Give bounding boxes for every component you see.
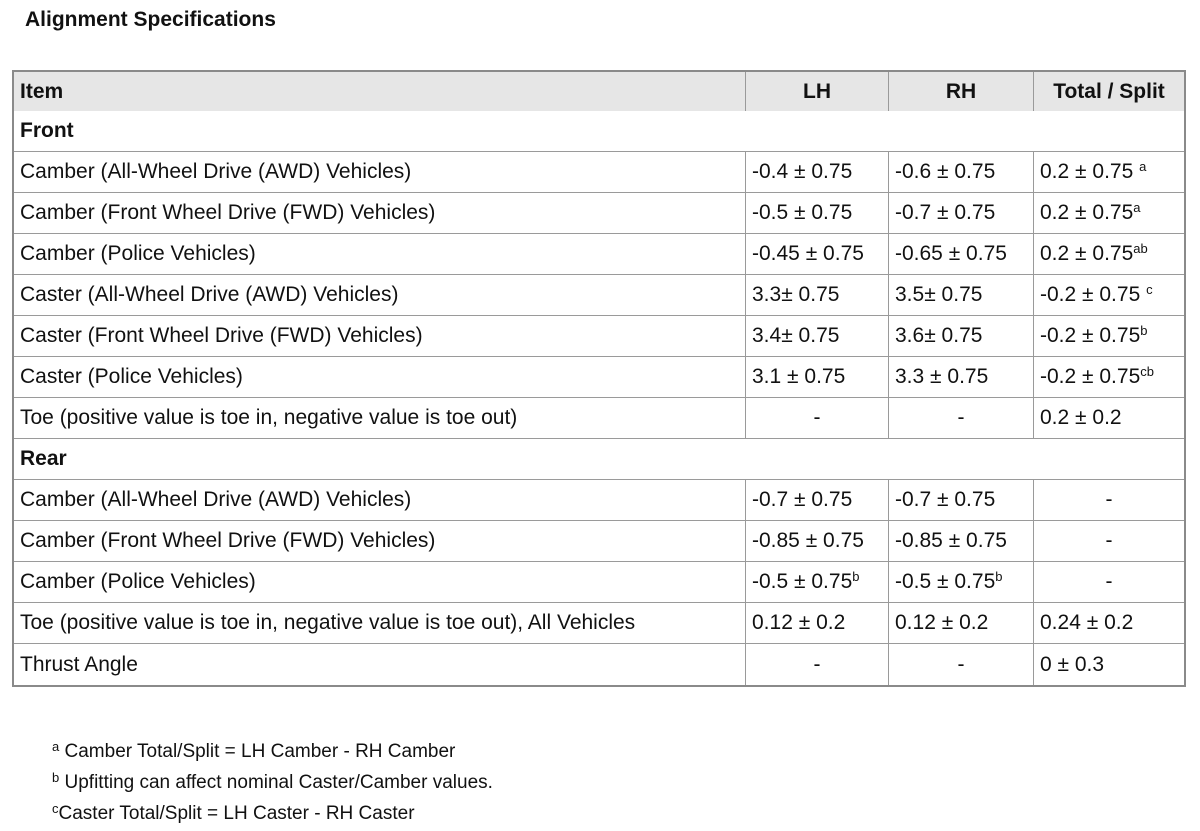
- item-cell: Camber (Police Vehicles): [14, 562, 746, 603]
- total-split-cell: [1034, 275, 1184, 316]
- rh-cell: [889, 644, 1034, 685]
- lh-cell-value: -0.5 ± 0.75: [752, 201, 853, 224]
- lh-cell-value: 3.1 ± 0.75: [752, 365, 846, 388]
- table-row: [14, 398, 1184, 439]
- table-body: [14, 111, 1184, 685]
- table-row: [14, 275, 1184, 316]
- lh-cell: [746, 480, 889, 521]
- header-rh: RH: [889, 72, 1034, 111]
- lh-cell-value: -0.85 ± 0.75: [752, 529, 864, 552]
- footnote-ref: b: [852, 569, 860, 584]
- rh-cell-value: -0.6 ± 0.75: [895, 160, 996, 183]
- header-total-split: Total / Split: [1034, 72, 1184, 111]
- total-split-cell: [1034, 480, 1184, 521]
- footnote-mark: c: [52, 801, 59, 816]
- rh-cell-value: 3.6± 0.75: [895, 324, 983, 347]
- header-lh: LH: [746, 72, 889, 111]
- total-split-cell-value: 0.2 ± 0.2: [1040, 406, 1122, 429]
- total-split-cell-value: 0.2 ± 0.75: [1040, 201, 1134, 224]
- lh-cell: [746, 152, 889, 193]
- total-split-cell: [1034, 152, 1184, 193]
- rh-cell-value: -0.5 ± 0.75: [895, 570, 996, 593]
- total-split-cell: [1034, 521, 1184, 562]
- lh-cell-value: 3.4± 0.75: [752, 324, 840, 347]
- lh-cell-value: -0.45 ± 0.75: [752, 242, 864, 265]
- total-split-cell-value: -0.2 ± 0.75: [1040, 365, 1141, 388]
- lh-cell: [746, 234, 889, 275]
- rh-cell: [889, 398, 1034, 439]
- rh-cell-value: 3.3 ± 0.75: [895, 365, 989, 388]
- rh-cell-value: -0.65 ± 0.75: [895, 242, 1007, 265]
- table-row: [14, 644, 1184, 685]
- footnote-ref: ab: [1133, 241, 1148, 256]
- footnote-c: [52, 798, 493, 829]
- rh-cell: [889, 480, 1034, 521]
- lh-cell-value: 3.3± 0.75: [752, 283, 840, 306]
- table-row: [14, 357, 1184, 398]
- rh-cell: [889, 521, 1034, 562]
- rh-cell-value: -: [957, 652, 965, 676]
- total-split-cell-value: 0 ± 0.3: [1040, 652, 1105, 676]
- item-cell: Camber (All-Wheel Drive (AWD) Vehicles): [14, 152, 746, 193]
- lh-cell: [746, 521, 889, 562]
- total-split-cell: [1034, 603, 1184, 644]
- total-split-cell-value: 0.24 ± 0.2: [1040, 611, 1134, 634]
- footnote-mark: b: [52, 770, 60, 785]
- total-split-cell-value: -: [1105, 488, 1113, 511]
- section-label: Front: [14, 111, 1184, 152]
- item-cell: Toe (positive value is toe in, negative value is toe out): [14, 398, 746, 439]
- rh-cell: [889, 562, 1034, 603]
- total-split-cell-value: -0.2 ± 0.75: [1040, 283, 1147, 306]
- rh-cell: [889, 193, 1034, 234]
- footnote-text: Upfitting can affect nominal Caster/Camber values.: [59, 772, 493, 793]
- rh-cell: [889, 234, 1034, 275]
- lh-cell: [746, 644, 889, 685]
- item-cell: Caster (Front Wheel Drive (FWD) Vehicles): [14, 316, 746, 357]
- item-cell: Camber (Police Vehicles): [14, 234, 746, 275]
- table-row: [14, 193, 1184, 234]
- total-split-cell: [1034, 234, 1184, 275]
- item-cell: Camber (Front Wheel Drive (FWD) Vehicles): [14, 193, 746, 234]
- item-cell: Caster (Police Vehicles): [14, 357, 746, 398]
- lh-cell: [746, 603, 889, 644]
- rh-cell-value: -0.7 ± 0.75: [895, 201, 996, 224]
- rh-cell: [889, 152, 1034, 193]
- table-header-row: [14, 72, 1184, 111]
- lh-cell-value: 0.12 ± 0.2: [752, 611, 846, 634]
- footnote-ref: a: [1133, 200, 1141, 215]
- total-split-cell: [1034, 644, 1184, 685]
- item-cell: Toe (positive value is toe in, negative value is toe out), All Vehicles: [14, 603, 746, 644]
- footnote-a: [52, 736, 493, 767]
- table-row: [14, 562, 1184, 603]
- header-item: Item: [14, 72, 746, 111]
- total-split-cell: [1034, 357, 1184, 398]
- footnote-b: [52, 767, 493, 798]
- total-split-cell-value: 0.2 ± 0.75: [1040, 242, 1134, 265]
- total-split-cell: [1034, 193, 1184, 234]
- footnote-text: Camber Total/Split = LH Camber - RH Camber: [59, 741, 456, 762]
- total-split-cell-value: -: [1105, 529, 1113, 552]
- item-cell: Thrust Angle: [14, 644, 746, 685]
- table-row: [14, 521, 1184, 562]
- footnotes: [52, 736, 493, 829]
- table-row: [14, 234, 1184, 275]
- rh-cell: [889, 603, 1034, 644]
- section-row-rear: [14, 439, 1184, 480]
- footnote-ref: a: [1139, 159, 1147, 174]
- section-row-front: [14, 111, 1184, 152]
- rh-cell: [889, 357, 1034, 398]
- section-label: Rear: [14, 439, 1184, 480]
- total-split-cell: [1034, 316, 1184, 357]
- table-row: [14, 603, 1184, 644]
- rh-cell-value: 0.12 ± 0.2: [895, 611, 989, 634]
- rh-cell: [889, 275, 1034, 316]
- lh-cell: [746, 316, 889, 357]
- lh-cell-value: -0.5 ± 0.75: [752, 570, 853, 593]
- rh-cell-value: -: [957, 406, 965, 429]
- rh-cell: [889, 316, 1034, 357]
- table-row: [14, 480, 1184, 521]
- lh-cell: [746, 562, 889, 603]
- table-row: [14, 316, 1184, 357]
- footnote-ref: b: [1140, 323, 1148, 338]
- rh-cell-value: 3.5± 0.75: [895, 283, 983, 306]
- lh-cell-value: -: [813, 406, 821, 429]
- table-row: [14, 152, 1184, 193]
- footnote-ref: cb: [1140, 364, 1154, 379]
- total-split-cell-value: -0.2 ± 0.75: [1040, 324, 1141, 347]
- lh-cell: [746, 193, 889, 234]
- footnote-ref: b: [995, 569, 1003, 584]
- footnote-mark: a: [52, 739, 60, 754]
- lh-cell-value: -: [813, 652, 821, 676]
- lh-cell-value: -0.4 ± 0.75: [752, 160, 853, 183]
- footnote-ref: c: [1146, 282, 1153, 297]
- item-cell: Camber (All-Wheel Drive (AWD) Vehicles): [14, 480, 746, 521]
- item-cell: Camber (Front Wheel Drive (FWD) Vehicles): [14, 521, 746, 562]
- total-split-cell-value: 0.2 ± 0.75: [1040, 160, 1140, 183]
- rh-cell-value: -0.85 ± 0.75: [895, 529, 1007, 552]
- total-split-cell: [1034, 398, 1184, 439]
- page-title: Alignment Specifications: [25, 8, 276, 31]
- total-split-cell-value: -: [1105, 570, 1113, 593]
- alignment-spec-table: [12, 70, 1186, 687]
- lh-cell: [746, 357, 889, 398]
- total-split-cell: [1034, 562, 1184, 603]
- lh-cell: [746, 398, 889, 439]
- item-cell: Caster (All-Wheel Drive (AWD) Vehicles): [14, 275, 746, 316]
- rh-cell-value: -0.7 ± 0.75: [895, 488, 996, 511]
- lh-cell: [746, 275, 889, 316]
- footnote-text: Caster Total/Split = LH Caster - RH Caster: [58, 803, 415, 824]
- lh-cell-value: -0.7 ± 0.75: [752, 488, 853, 511]
